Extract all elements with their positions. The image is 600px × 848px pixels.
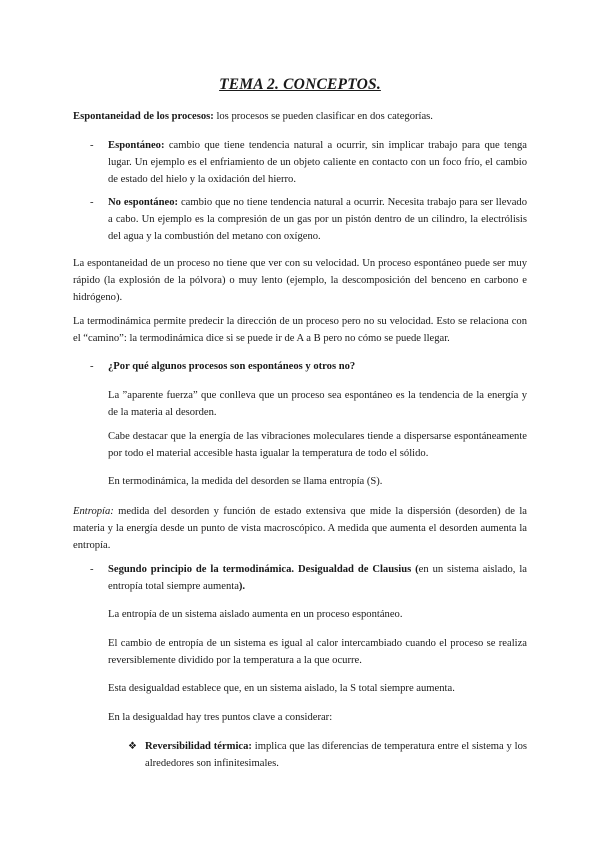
list-item-espontaneo: Espontáneo: cambio que tiene tendencia natural a ocurrir, sin implicar trabajo para que tenga lugar. Un ejemplo es el enfriamiento de un objeto caliente en contacto con un foco frío, el cambio de estado del hielo y la oxidación del hierro. [108, 140, 527, 185]
paragraph-desigualdad: Esta desigualdad establece que, en un sistema aislado, la S total siempre aumenta. [108, 683, 455, 694]
paragraph-cambio-entropia: El cambio de entropía de un sistema es igual al calor intercambiado cuando el proceso se realiza reversiblemente dividido por la temperatura a la que ocurre. [108, 638, 527, 666]
paragraph-vibraciones: Cabe destacar que la energía de las vibraciones moleculares tiende a dispersarse espontáneamente por todo el material accesible hasta igualar la temperatura de todo el sólido. [108, 431, 527, 459]
paragraph-sistema-aislado: La entropía de un sistema aislado aumenta en un proceso espontáneo. [108, 609, 403, 620]
term-espontaneo: Espontáneo: [108, 140, 165, 151]
page-title: TEMA 2. CONCEPTOS. [219, 76, 381, 93]
list-bullet: - [90, 197, 94, 208]
list-bullet: - [90, 140, 94, 151]
paragraph-entropia: Entropía: medida del desorden y función de estado extensiva que mide la dispersión (desorden) de la materia y la energía desde un punto de vista macroscópico. A medida que aumenta el desorden aumenta la entropía. [73, 506, 527, 551]
paragraph-puntos-clave: En la desigualdad hay tres puntos clave a considerar: [108, 712, 333, 723]
term-entropia: Entropía: [73, 506, 114, 517]
paragraph-velocidad: La espontaneidad de un proceso no tiene que ver con su velocidad. Un proceso espontáneo puede ser muy rápido (la explosión de la pólvora) o muy lento (ejemplo, la descomposición del benceno en carbono e hidrógeno). [73, 258, 527, 303]
list-item-reversibilidad: Reversibilidad térmica: implica que las diferencias de temperatura entre el sistema y los alrededores son infinitesimales. [145, 741, 528, 769]
diamond-bullet-icon: ❖ [128, 741, 137, 752]
paragraph-termodinamica: La termodinámica permite predecir la dirección de un proceso pero no su velocidad. Esto se relaciona con el “camino”: la termodinámica dice si se puede ir de A a B pero no cómo se puede llegar. [73, 316, 527, 344]
list-item-no-espontaneo: No espontáneo: cambio que no tiene tendencia natural a ocurrir. Necesita trabajo para ser llevado a cabo. Un ejemplo es la compresión de un gas por un pistón dentro de un cilindro, la electrólisis del agua y la combustión del metano con oxígeno. [108, 197, 527, 242]
paragraph-aparente-fuerza: La ”aparente fuerza” que conlleva que un proceso sea espontáneo es la tendencia de la energía y de la materia al desorden. [108, 390, 527, 418]
heading-espontaneidad: Espontaneidad de los procesos: [73, 111, 214, 122]
paragraph-medida-desorden: En termodinámica, la medida del desorden se llama entropía (S). [108, 476, 383, 487]
segundo-principio-heading: Segundo principio de la termodinámica. Desigualdad de Clausius (en un sistema aislado, la entropía total siempre aumenta). [108, 564, 527, 592]
paragraph-espontaneidad: Espontaneidad de los procesos: los procesos se pueden clasificar en dos categorías. [73, 111, 433, 122]
list-bullet: - [90, 361, 94, 372]
term-no-espontaneo: No espontáneo: [108, 197, 179, 208]
list-bullet: - [90, 564, 94, 575]
question-heading: ¿Por qué algunos procesos son espontáneos y otros no? [108, 361, 356, 372]
term-reversibilidad: Reversibilidad térmica: [145, 741, 252, 752]
